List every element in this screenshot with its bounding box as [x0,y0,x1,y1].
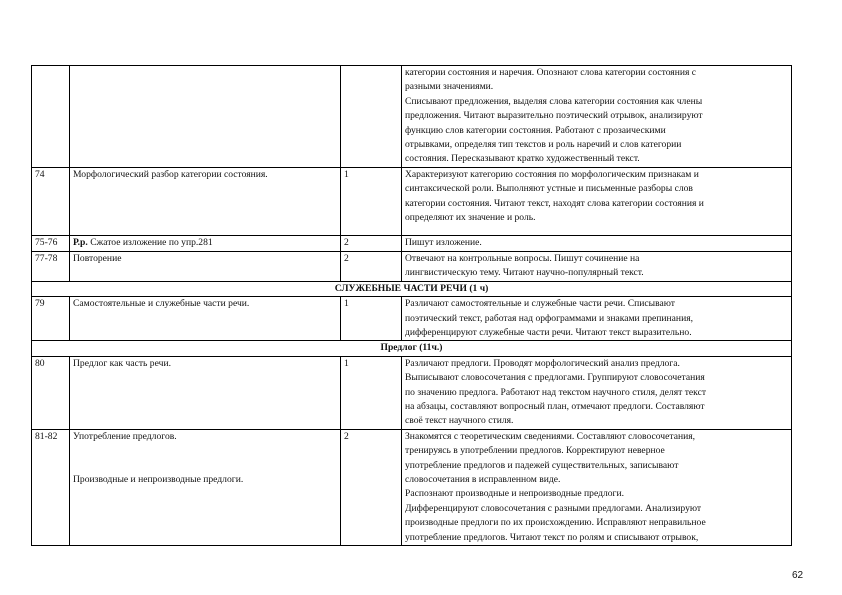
activity-line: синтаксической роли. Выполняют устные и письменные разборы слов [405,183,693,195]
activity-line: функцию слов категории состояния. Работают с прозаическими [405,124,666,136]
activity-line: по значению предлога. Работают над текстом научного стиля, делят текст [405,386,707,398]
topic-line: Повторение [73,252,122,264]
activity-line: лингвистическую тему. Читают научно-популярный текст. [405,267,644,279]
activity-line: Знакомятся с теоретическим сведениями. Составляют словосочетания, [405,430,696,442]
table-row [32,251,792,281]
lesson-hours: 1 [341,356,402,429]
activity-line: Характеризуют категорию состояния по морфологическим признакам и [405,168,699,180]
activity-line: употребление предлогов и падежей существительных, записывают [405,459,679,471]
lesson-hours: 2 [341,236,402,251]
table-row [32,66,792,168]
lesson-activities [402,66,792,168]
lesson-number: 74 [32,167,70,236]
lesson-hours: 1 [341,167,402,236]
table-row [32,356,792,429]
lesson-number: 77-78 [32,251,70,281]
lesson-topic [70,429,341,545]
activity-line: употребление предлогов. Читают текст по ролям и списывают отрывок, [405,531,699,543]
lesson-topic [70,167,341,236]
lesson-number: 79 [32,297,70,341]
lesson-topic [70,297,341,341]
activity-line: Различают самостоятельные и служебные части речи. Списывают [405,298,675,310]
lesson-activities [402,356,792,429]
activity-line: производные предлоги по их происхождению. Исправляют неправильное [405,517,706,529]
activity-line: Различают предлоги. Проводят морфологический анализ предлога. [405,357,680,369]
lesson-activities [402,251,792,281]
table-row [32,236,792,251]
topic-prefix: Р.р. [73,237,88,249]
lesson-activities [402,167,792,236]
section-header-row [32,281,792,296]
activity-line: Дифференцируют словосочетания с разными предлогами. Анализируют [405,502,702,514]
lesson-number: 80 [32,356,70,429]
activity-line: Списывают предложения, выделяя слова категории состояния как члены [405,95,703,107]
table-row [32,297,792,341]
lesson-topic [70,356,341,429]
topic-line: Производные и непроизводные предлоги. [73,473,244,485]
activity-line: категории состояния. Читают текст, находят слова категории состояния и [405,197,704,209]
activity-line: разными значениями. [405,81,494,93]
topic-line: Самостоятельные и служебные части речи. [73,298,250,310]
section-header-row [32,341,792,356]
lesson-hours [341,66,402,168]
lesson-number: 75-76 [32,236,70,251]
activity-line: своё текст научного стиля. [405,415,514,427]
activity-line: Выписывают словосочетания с предлогами. Группируют словосочетания [405,372,705,384]
activity-line: отрывками, определяя тип текстов и роль наречий и слов категории [405,139,682,151]
page-number: 62 [792,570,804,581]
topic-line [73,236,337,250]
topic-line: Предлог как часть речи. [73,357,171,369]
section-title: Предлог (11ч.) [32,341,792,356]
activity-line: Пишут изложение. [405,237,482,249]
lesson-activities [402,236,792,251]
table-row [32,429,792,545]
activity-line: словосочетания в исправленном виде. [405,473,561,485]
lesson-activities [402,297,792,341]
activity-line: определяют их значение и роль. [405,212,536,224]
activity-line: на абзацы, составляют вопросный план, отмечают предлоги. Составляют [405,400,705,412]
lesson-topic [70,66,341,168]
lesson-topic [70,251,341,281]
lesson-hours: 2 [341,429,402,545]
topic-line [73,459,337,473]
topic-line: Употребление предлогов. [73,430,177,442]
lesson-hours: 1 [341,297,402,341]
topic-line: Морфологический разбор категории состояния. [73,168,268,180]
activity-line: тренируясь в употреблении предлогов. Корректируют неверное [405,445,665,457]
lesson-number [32,66,70,168]
activity-line: состояния. Пересказывают кратко художественный текст. [405,153,640,165]
activity-line: Распознают производные и непроизводные предлоги. [405,488,625,500]
lesson-activities [402,429,792,545]
activity-line: Отвечают на контрольные вопросы. Пишут сочинение на [405,252,640,264]
lesson-topic [70,236,341,251]
table-row [32,167,792,236]
lesson-number: 81-82 [32,429,70,545]
activity-line: поэтический текст, работая над орфограммами и знаками препинания, [405,312,694,324]
activity-line: дифференцируют служебные части речи. Читают текст выразительно. [405,326,692,338]
topic-text: Сжатое изложение по упр.281 [87,237,213,249]
curriculum-table [31,65,792,546]
section-title: СЛУЖЕБНЫЕ ЧАСТИ РЕЧИ (1 ч) [32,281,792,296]
curriculum-table-body [32,66,792,546]
lesson-hours: 2 [341,251,402,281]
activity-line: категории состояния и наречия. Опознают слова категории состояния с [405,67,697,78]
topic-line [73,444,337,458]
activity-line: предложения. Читают выразительно поэтический отрывок, анализируют [405,110,703,122]
